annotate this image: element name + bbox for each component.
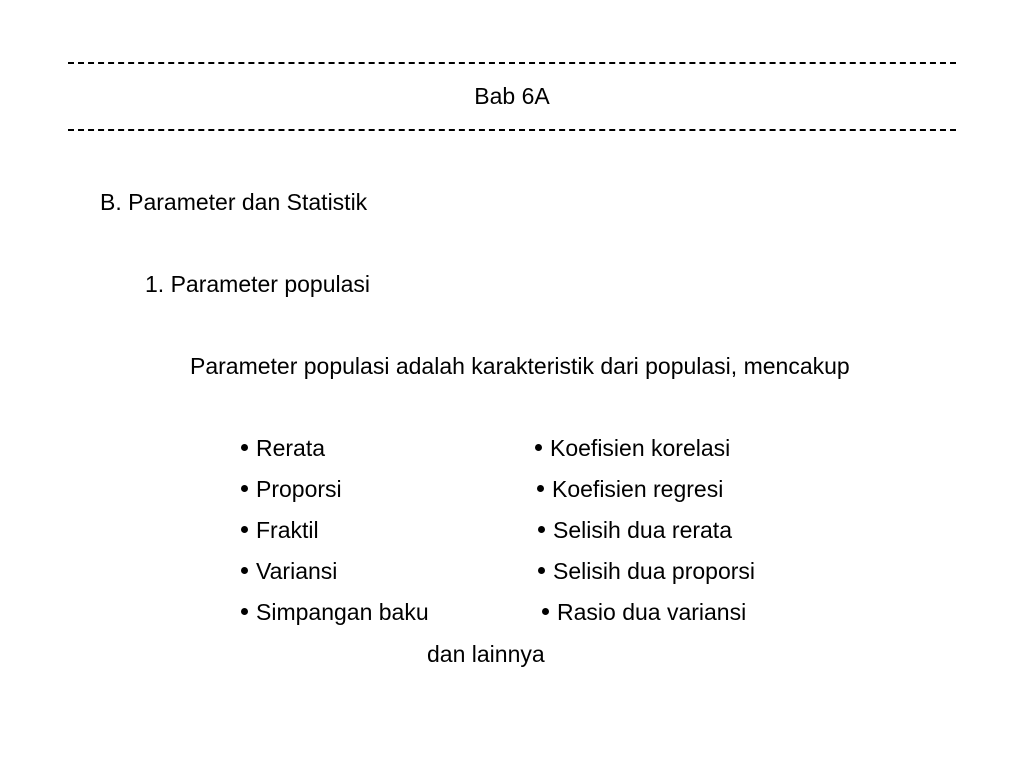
list-item-label: Variansi — [256, 558, 338, 584]
list-item-right-5 — [542, 598, 746, 626]
list-item-label: Selisih dua proporsi — [553, 558, 756, 584]
list-item-label: Koefisien regresi — [552, 476, 724, 502]
section-heading: B. Parameter dan Statistik — [100, 189, 368, 215]
bullet-icon — [241, 608, 248, 615]
list-item-label: Selisih dua rerata — [553, 517, 732, 543]
bullet-icon — [538, 567, 545, 574]
bullet-icon — [241, 444, 248, 451]
chapter-title: Bab 6A — [474, 83, 550, 109]
list-item-right-1 — [535, 434, 730, 462]
list-item-left-4 — [241, 557, 337, 585]
list-item-left-3 — [241, 516, 319, 544]
list-item-label: Rasio dua variansi — [557, 599, 747, 625]
bullet-icon — [538, 526, 545, 533]
list-item-label: Simpangan baku — [256, 599, 429, 625]
list-item-label: Rerata — [256, 435, 326, 461]
list-item-right-3 — [538, 516, 732, 544]
bullet-icon — [537, 485, 544, 492]
closing-text: dan lainnya — [427, 641, 545, 667]
bullet-icon — [542, 608, 549, 615]
list-item-right-4 — [538, 557, 755, 585]
bullet-icon — [241, 485, 248, 492]
list-item-right-2 — [537, 475, 723, 503]
top-dashed-divider — [68, 62, 956, 64]
subsection-heading: 1. Parameter populasi — [145, 271, 371, 297]
bullet-icon — [241, 567, 248, 574]
bottom-dashed-divider — [68, 129, 956, 131]
intro-paragraph: Parameter populasi adalah karakteristik dari populasi, mencakup — [190, 353, 850, 379]
list-item-left-1 — [241, 434, 325, 462]
bullet-icon — [241, 526, 248, 533]
bullet-icon — [535, 444, 542, 451]
list-item-label: Proporsi — [256, 476, 342, 502]
list-item-left-2 — [241, 475, 342, 503]
list-item-label: Koefisien korelasi — [550, 435, 731, 461]
list-item-left-5 — [241, 598, 429, 626]
list-item-label: Fraktil — [256, 517, 319, 543]
